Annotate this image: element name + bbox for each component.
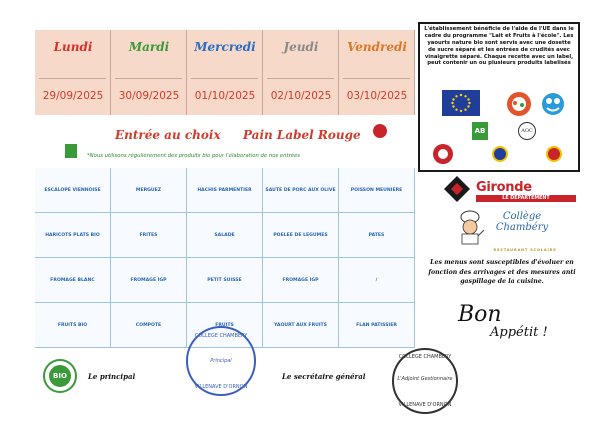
appetit-text: Appétit ! <box>490 325 548 340</box>
day-name: Jeudi <box>283 40 319 54</box>
eu-flag-icon <box>442 90 480 116</box>
gestionnaire-stamp <box>392 348 458 414</box>
title-band <box>35 118 415 169</box>
stamp-right-center-text: L'Adjoint Gestionnaire <box>397 376 453 382</box>
principal-stamp <box>186 326 256 396</box>
label-rouge-logo-icon <box>430 142 456 166</box>
day-name: Mercredi <box>194 40 256 54</box>
principal-label: Le principal <box>88 372 136 381</box>
day-date: 03/10/2025 <box>346 90 408 102</box>
menu-item: HARICOTS PLATS BIO <box>45 232 100 238</box>
ab-bio-logo-icon <box>472 122 488 140</box>
menu-item: FRITES <box>139 232 158 238</box>
menu-item: ESCALOPE VIENNOISE <box>44 187 101 193</box>
menu-cell <box>187 213 263 258</box>
menu-item: FROMAGE BLANC <box>50 277 95 283</box>
aoc-logo-text: AOC <box>521 128 533 134</box>
day-date: 02/10/2025 <box>270 90 332 102</box>
menu-cell <box>339 258 415 303</box>
menu-cell <box>187 258 263 303</box>
menu-item: FRUITS <box>215 322 234 328</box>
gironde-logo-icon <box>442 174 472 204</box>
bon-text: Bon <box>458 302 502 327</box>
ab-logo-text: AB <box>474 127 486 135</box>
menu-cell <box>35 258 111 303</box>
aoc-logo-icon <box>518 122 536 140</box>
menu-cell <box>263 213 339 258</box>
menu-cell <box>263 303 339 348</box>
fruits-mascot-logo-icon <box>538 90 568 118</box>
menu-cell <box>35 303 111 348</box>
menu-item: MERGUEZ <box>135 187 162 193</box>
bio-badge-text: BIO <box>53 372 67 380</box>
page-title <box>115 128 361 142</box>
menu-item: FRUITS BIO <box>57 322 88 328</box>
day-name: Vendredi <box>347 40 407 54</box>
day-separator <box>191 78 258 79</box>
menu-item: YAOURT AUX FRUITS <box>274 322 327 328</box>
day-column-4 <box>339 30 415 115</box>
day-separator <box>39 78 106 79</box>
college-subtitle: RESTAURANT SCOLAIRE <box>493 248 557 252</box>
menu-grid <box>35 168 415 348</box>
menu-item: PETIT SUISSE <box>207 277 242 283</box>
eu-info-box <box>418 22 580 172</box>
menu-cell <box>111 213 187 258</box>
title-subtitle: *Nous utilisons régulièrement des produits bio pour l'élaboration de nos entrées <box>87 153 301 159</box>
day-column-2 <box>187 30 263 115</box>
menu-item: SALADE <box>214 232 235 238</box>
menu-item: HACHIS PARMENTIER <box>197 187 252 193</box>
title-right: Pain Label Rouge <box>242 128 361 142</box>
menu-item: POISSON MEUNIERE <box>350 187 403 193</box>
red-gold-seal-icon <box>546 146 562 162</box>
eu-info-text: L'établissement bénéficie de l'aide de l'UE dans le cadre du programme "Lait et Fruits à l'école". Les yaourts nature bio sont servis avec une dosette de sucre séparé et les entrées de crudités avec vinaigrette séparé. Chaque recette avec un label, peut contenir un ou plusieurs produits labelisés <box>424 26 574 67</box>
menu-cell <box>263 258 339 303</box>
menu-item: COMPOTE <box>135 322 162 328</box>
bio-eco-badge-icon <box>42 358 78 394</box>
menu-item: FROMAGE IGP <box>130 277 167 283</box>
day-date: 01/10/2025 <box>194 90 256 102</box>
menu-cell <box>111 303 187 348</box>
day-separator <box>115 78 182 79</box>
stamp-right-bottom-text: VILLENAVE D'ORNON <box>398 402 452 408</box>
stamp-right-top-text: COLLEGE CHAMBERY <box>398 354 452 360</box>
menu-item: POELEE DE LEGUMES <box>273 232 328 238</box>
menu-item: / <box>375 277 378 283</box>
menu-cell <box>187 168 263 213</box>
menu-cell <box>339 303 415 348</box>
day-column-1 <box>111 30 187 115</box>
menu-cell <box>339 168 415 213</box>
stamp-left-top-text: COLLEGE CHAMBERY <box>194 333 248 339</box>
menu-item: FLAN PATISSIER <box>356 322 397 328</box>
menu-cell <box>35 213 111 258</box>
ab-small-logo-icon <box>65 144 77 158</box>
menu-notice: Les menus sont susceptibles d'évoluer en fonction des arrivages et des mesures anti gaspillage de la cuisine. <box>428 259 576 286</box>
day-name: Mardi <box>128 40 170 54</box>
title-left: Entrée au choix <box>115 128 221 142</box>
day-column-3 <box>263 30 339 115</box>
day-separator <box>267 78 334 79</box>
label-rouge-small-icon <box>373 124 387 138</box>
day-date: 30/09/2025 <box>118 90 180 102</box>
day-name: Lundi <box>53 40 93 54</box>
menu-cell <box>111 258 187 303</box>
menu-cell <box>35 168 111 213</box>
menu-item: PATES <box>368 232 385 238</box>
menu-cell <box>339 213 415 258</box>
college-name <box>492 212 552 233</box>
secretaire-label: Le secrétaire général <box>282 372 366 381</box>
menu-cell <box>263 168 339 213</box>
day-separator <box>343 78 410 79</box>
menu-item: SAUTE DE PORC AUX OLIVE <box>265 187 336 193</box>
menu-item: FROMAGE IGP <box>282 277 319 283</box>
chef-icon <box>454 210 486 246</box>
day-column-0 <box>35 30 111 115</box>
gold-seal-icon <box>492 146 508 162</box>
college-name-line1: Collège <box>502 211 542 222</box>
day-header <box>35 30 415 115</box>
stamp-left-bottom-text: VILLENAVE D'ORNON <box>194 384 248 390</box>
college-name-line2: Chambéry <box>495 221 549 233</box>
gironde-subtitle: LE DÉPARTEMENT <box>476 195 576 202</box>
lait-fruits-logo-icon <box>502 90 536 118</box>
stamp-left-center-text: Principal <box>210 358 232 364</box>
gironde-title: Gironde <box>476 180 532 195</box>
day-date: 29/09/2025 <box>42 90 104 102</box>
menu-cell <box>111 168 187 213</box>
